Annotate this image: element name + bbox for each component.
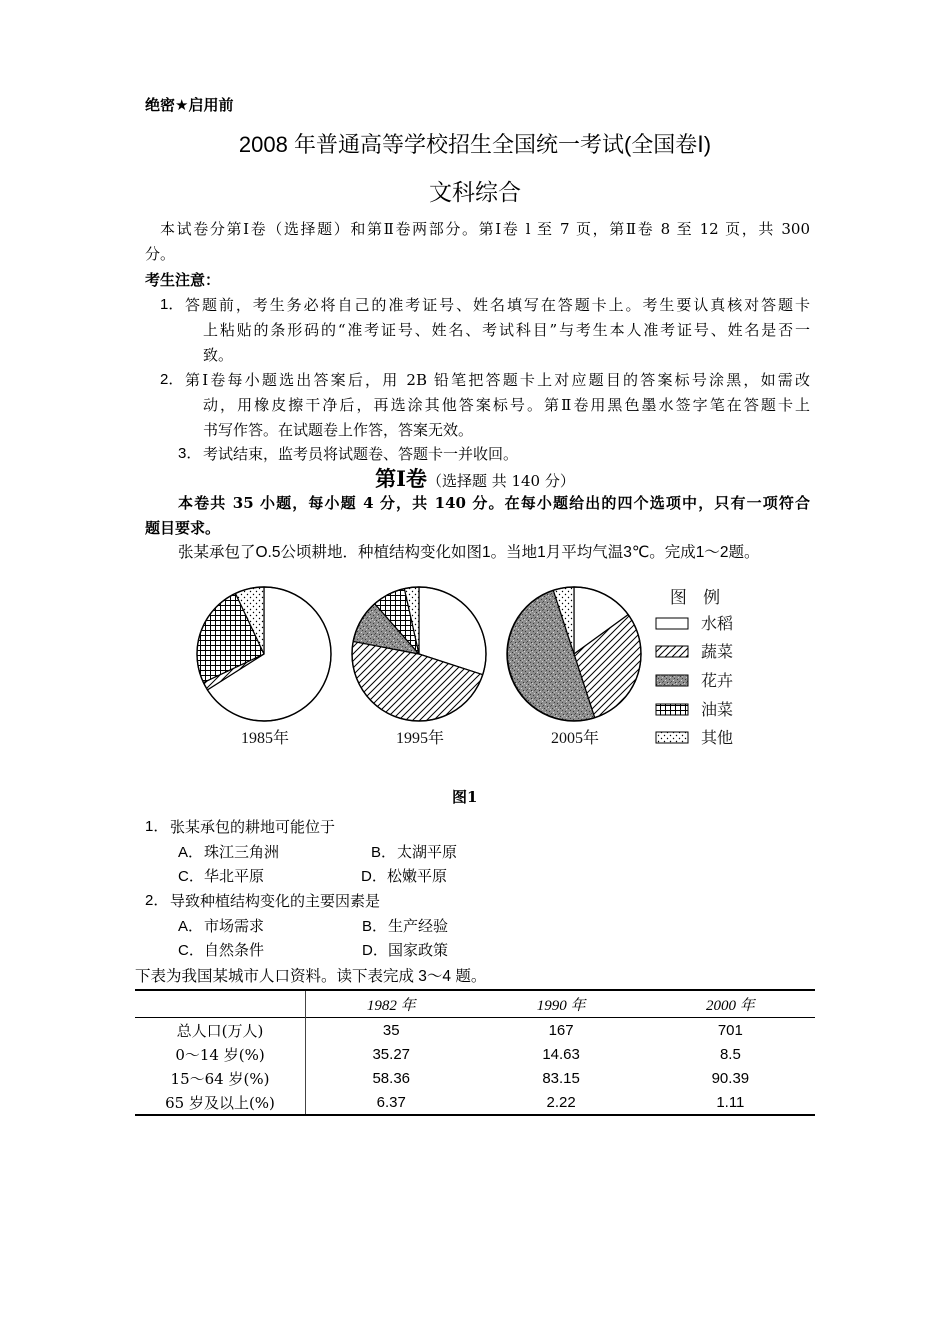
table-header-cell	[135, 990, 306, 1018]
exam-title: 2008 年普通高等学校招生全国统一考试(全国卷Ⅰ)	[238, 132, 712, 157]
table-header-cell: 2000 年	[705, 997, 755, 1014]
question-stem: 张某承包了O.5公顷耕地．种植结构变化如图1。当地1月平均气温3℃。完成1～2题。	[178, 544, 760, 561]
part1-heading-main: 第Ⅰ卷	[375, 466, 427, 491]
row-label: 65 岁及以上(%)	[135, 1090, 306, 1115]
question-option	[178, 916, 264, 937]
option-letter: A．	[178, 844, 204, 861]
notice-item-line: 考试结束，监考员将试题卷、答题卡一并收回。	[203, 445, 519, 463]
table-intro: 下表为我国某城市人口资料。读下表完成 3～4 题。	[135, 968, 487, 985]
table-cell: 2.22	[546, 1093, 576, 1111]
pie-chart-figure	[180, 575, 760, 755]
question-number: 2．	[145, 892, 169, 909]
legend	[656, 588, 733, 747]
part1-instructions-line: 题目要求。	[145, 519, 221, 537]
question-option	[178, 866, 264, 887]
option-text: 太湖平原	[397, 843, 458, 861]
notice-item-number: 1．	[160, 296, 184, 313]
table-row	[135, 1090, 815, 1115]
notice-item-line: 书写作答。在试题卷上作答，答案无效。	[203, 421, 474, 439]
intro-line: 分。	[145, 245, 176, 263]
row-label: 15～64 岁(%)	[135, 1066, 306, 1090]
table-cell: 83.15	[542, 1069, 580, 1087]
option-letter: C．	[178, 868, 204, 885]
pie-label-2005: 2005年	[550, 730, 600, 747]
table-cell: 701	[717, 1021, 743, 1039]
table-cell: 1.11	[716, 1093, 745, 1111]
legend-swatch-rice	[656, 618, 688, 629]
intro-line: 本试卷分第Ⅰ卷（选择题）和第Ⅱ卷两部分。第Ⅰ卷 l 至 7 页，第Ⅱ卷 8 至 12 页，共 300	[160, 220, 810, 238]
pie-label-1985: 1985年	[240, 730, 290, 747]
exam-subtitle: 文科综合	[429, 179, 521, 205]
population-table	[135, 989, 815, 1116]
question-option	[178, 842, 279, 863]
table-cell: 8.5	[719, 1045, 741, 1063]
legend-label-vegetables: 蔬菜	[701, 644, 734, 661]
notice-item-line: 上粘贴的条形码的“准考证号、姓名、考试科目”与考生本人准考证号、姓名是否一	[203, 321, 810, 339]
pie-label-1995: 1995年	[395, 730, 445, 747]
confidential-label: 绝密★启用前	[145, 97, 234, 114]
legend-title: 图 例	[669, 588, 727, 607]
question-text: 导致种植结构变化的主要因素是	[170, 892, 381, 910]
table-cell: 35.27	[372, 1045, 411, 1063]
question-option	[362, 940, 448, 961]
part1-instructions-line: 本卷共 35 小题，每小题 4 分，共 140 分。在每小题给出的四个选项中，只有一项符合	[178, 494, 810, 512]
legend-swatch-other	[656, 732, 688, 743]
option-letter: C．	[178, 942, 204, 959]
question-option	[371, 842, 457, 863]
question-option	[362, 916, 448, 937]
table-cell: 14.63	[542, 1045, 580, 1063]
question-number: 1．	[145, 818, 169, 835]
pie-charts	[197, 587, 641, 721]
notice-item-number: 2．	[160, 371, 184, 388]
notice-item-line: 动，用橡皮擦干净后，再选涂其他答案标号。第Ⅱ卷用黑色墨水签字笔在答题卡上	[203, 396, 810, 414]
option-letter: B．	[362, 918, 388, 935]
question-option	[361, 866, 447, 887]
legend-label-rapeseed: 油菜	[701, 702, 734, 719]
option-text: 松嫩平原	[387, 867, 448, 885]
notice-title: 考生注意：	[145, 272, 221, 289]
legend-label-rice: 水稻	[701, 616, 734, 633]
table-cell: 6.37	[376, 1093, 406, 1111]
question-text: 张某承包的耕地可能位于	[170, 818, 336, 836]
option-letter: B．	[371, 844, 397, 861]
table-row	[135, 1018, 815, 1043]
notice-item-number: 3．	[178, 445, 202, 462]
table-header-row	[135, 990, 815, 1018]
row-label: 总人口(万人)	[135, 1018, 306, 1043]
option-letter: A．	[178, 918, 204, 935]
option-text: 自然条件	[204, 941, 265, 959]
table-header-cell: 1982 年	[366, 997, 416, 1014]
notice-item-line: 答题前，考生务必将自己的准考证号、姓名填写在答题卡上。考生要认真核对答题卡	[185, 296, 810, 314]
table-row	[135, 1066, 815, 1090]
figure-caption: 图1	[452, 788, 478, 806]
part1-heading	[0, 466, 950, 494]
question-option	[178, 940, 264, 961]
option-letter: D．	[361, 868, 387, 885]
table-header-cell: 1990 年	[536, 997, 586, 1014]
table-cell: 58.36	[372, 1069, 411, 1087]
option-letter: D．	[362, 942, 388, 959]
table-cell: 167	[548, 1021, 574, 1039]
part1-heading-note: （选择题 共 140 分）	[426, 472, 575, 490]
legend-swatch-rapeseed	[656, 704, 688, 715]
legend-swatch-flowers	[656, 675, 688, 686]
legend-label-flowers: 花卉	[701, 673, 734, 690]
option-text: 市场需求	[204, 917, 265, 935]
notice-item-line: 致。	[203, 346, 234, 364]
notice-item-line: 第Ⅰ卷每小题选出答案后，用 2B 铅笔把答题卡上对应题目的答案标号涂黑，如需改	[185, 371, 810, 389]
option-text: 珠江三角洲	[204, 843, 280, 861]
table-cell: 90.39	[711, 1069, 750, 1087]
legend-label-other: 其他	[701, 730, 734, 747]
option-text: 国家政策	[388, 941, 449, 959]
legend-swatch-vegetables	[656, 646, 688, 657]
option-text: 生产经验	[388, 917, 449, 935]
row-label: 0～14 岁(%)	[135, 1042, 306, 1066]
table-row	[135, 1042, 815, 1066]
table-cell: 35	[382, 1021, 400, 1039]
option-text: 华北平原	[204, 867, 265, 885]
